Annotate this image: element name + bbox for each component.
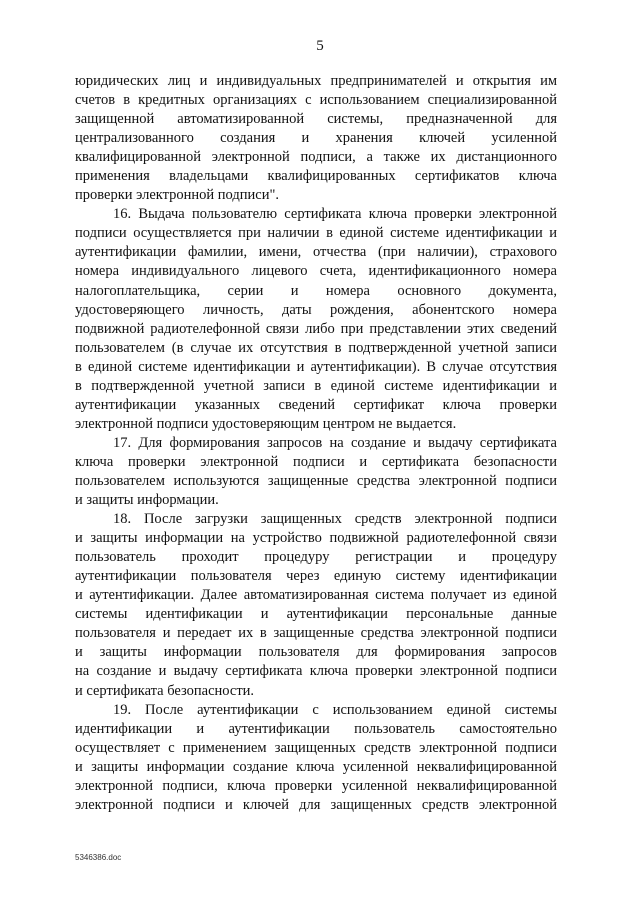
text-line: юридических лиц и индивидуальных предпринимателей и открытия им	[75, 73, 557, 89]
text-line: и защиты информации создание ключа усиленной неквалифицированной	[75, 758, 557, 775]
text-line: номера индивидуального лицевого счета, идентификационного номера	[75, 263, 557, 280]
footer-filename: 5346386.doc	[75, 853, 122, 862]
page-number: 5	[316, 38, 324, 54]
text-line: в единой системе идентификации и аутентификации). В случае отсутствия	[75, 358, 557, 375]
text-line: идентификации и аутентификации пользователь самостоятельно	[75, 720, 557, 737]
text-line: аутентификации пользователя через единую систему идентификации	[75, 568, 557, 585]
text-line: квалифицированной электронной подписи, а также их дистанционного	[75, 149, 557, 166]
text-line: пользователем (в случае их отсутствия в подтвержденной учетной записи	[75, 339, 557, 356]
text-line: и аутентификации. Далее автоматизированная система получает из единой	[75, 587, 557, 604]
text-line: пользователя и передает их в защищенные средства электронной подписи	[75, 625, 557, 642]
text-line: и сертификата безопасности.	[75, 682, 255, 699]
text-line: пользователем используются защищенные средства электронной подписи	[75, 472, 557, 489]
text-line: подписи осуществляется при наличии в единой системе идентификации и	[75, 225, 557, 242]
text-line: электронной подписи, ключа проверки усиленной неквалифицированной	[75, 777, 557, 794]
text-line: и защиты информации пользователя для формирования запросов	[75, 644, 557, 661]
text-line: и защиты информации.	[75, 492, 219, 509]
text-line: применения владельцами квалифицированных сертификатов ключа	[75, 168, 557, 185]
text-line: системы идентификации и аутентификации персональные данные	[75, 606, 557, 623]
text-line: аутентификации указанных сведений сертификат ключа проверки	[75, 396, 557, 413]
paragraph-19-start: 19. После аутентификации с использованием единой системы	[113, 701, 557, 718]
text-line: удостоверяющего личность, даты рождения, абонентского номера	[75, 301, 557, 318]
text-line: осуществляет с применением защищенных средств электронной подписи	[75, 739, 557, 756]
paragraph-16-start: 16. Выдача пользователю сертификата ключа проверки электронной	[113, 206, 557, 223]
paragraph-17-start: 17. Для формирования запросов на создание и выдачу сертификата	[113, 434, 557, 451]
text-line: подвижной радиотелефонной связи либо при представлении этих сведений	[75, 320, 557, 337]
text-line: счетов в кредитных организациях с использованием специализированной	[75, 92, 557, 109]
text-line: пользователь проходит процедуру регистрации и процедуру	[75, 549, 557, 566]
text-line: электронной подписи и ключей для защищенных средств электронной	[75, 796, 557, 813]
text-line: защищенной автоматизированной системы, предназначенной для	[75, 111, 557, 128]
text-line: ключа проверки электронной подписи и сертификата безопасности	[75, 453, 557, 470]
text-line: налогоплательщика, серии и номера основного документа,	[75, 282, 557, 299]
text-line: в подтвержденной учетной записи в единой системе идентификации и	[75, 377, 557, 394]
text-line: и защиты информации на устройство подвижной радиотелефонной связи	[75, 530, 557, 547]
text-line: электронной подписи удостоверяющим центром не выдается.	[75, 415, 457, 432]
text-line: проверки электронной подписи".	[75, 187, 280, 204]
paragraph-18-start: 18. После загрузки защищенных средств электронной подписи	[113, 511, 557, 528]
text-line: централизованного создания и хранения ключей усиленной	[75, 130, 557, 147]
text-line: на создание и выдачу сертификата ключа проверки электронной подписи	[75, 663, 557, 680]
document-body	[75, 72, 557, 815]
text-line: аутентификации фамилии, имени, отчества (при наличии), страхового	[75, 244, 557, 261]
